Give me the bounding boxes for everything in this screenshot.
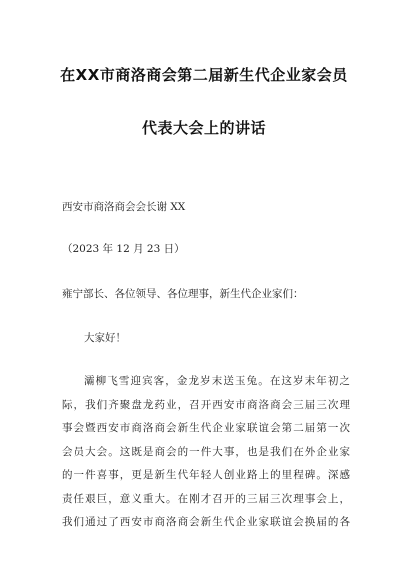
paragraph-line: 的一件喜事，更是新生代年轻人创业路上的里程碑。深感: [62, 469, 350, 481]
speech-title-line-2: 代表大会上的讲话: [141, 119, 266, 137]
paragraph-line: 事会暨西安市商洛商会新生代企业家联谊会第二届第一次: [62, 422, 350, 434]
paragraph-line: 会员大会。这既是商会的一件大事，也是我们在外企业家: [62, 445, 350, 458]
body-paragraph: [62, 370, 350, 535]
paragraph-line: 际，我们齐聚盘龙药业，召开西安市商洛商会三届三次理: [62, 398, 350, 411]
salutation: 雍宁部长、各位领导、各位理事，新生代企业家们：: [62, 288, 304, 300]
speech-date: （2023 年 12 月 23 日）: [62, 243, 185, 255]
speaker-attribution: 西安市商洛商会会长谢 XX: [62, 201, 186, 213]
greeting: 大家好！: [84, 332, 126, 344]
paragraph-line: 灞柳飞雪迎宾客，金龙岁末送玉兔。在这岁末年初之: [84, 375, 350, 387]
speech-title-line-1: 在XX市商洛商会第二届新生代企业家会员: [60, 66, 348, 84]
paragraph-line: 我们通过了西安市商洛商会新生代企业家联谊会换届的各: [62, 516, 350, 528]
paragraph-line: 责任艰巨，意义重大。在刚才召开的三届三次理事会上，: [62, 492, 350, 505]
